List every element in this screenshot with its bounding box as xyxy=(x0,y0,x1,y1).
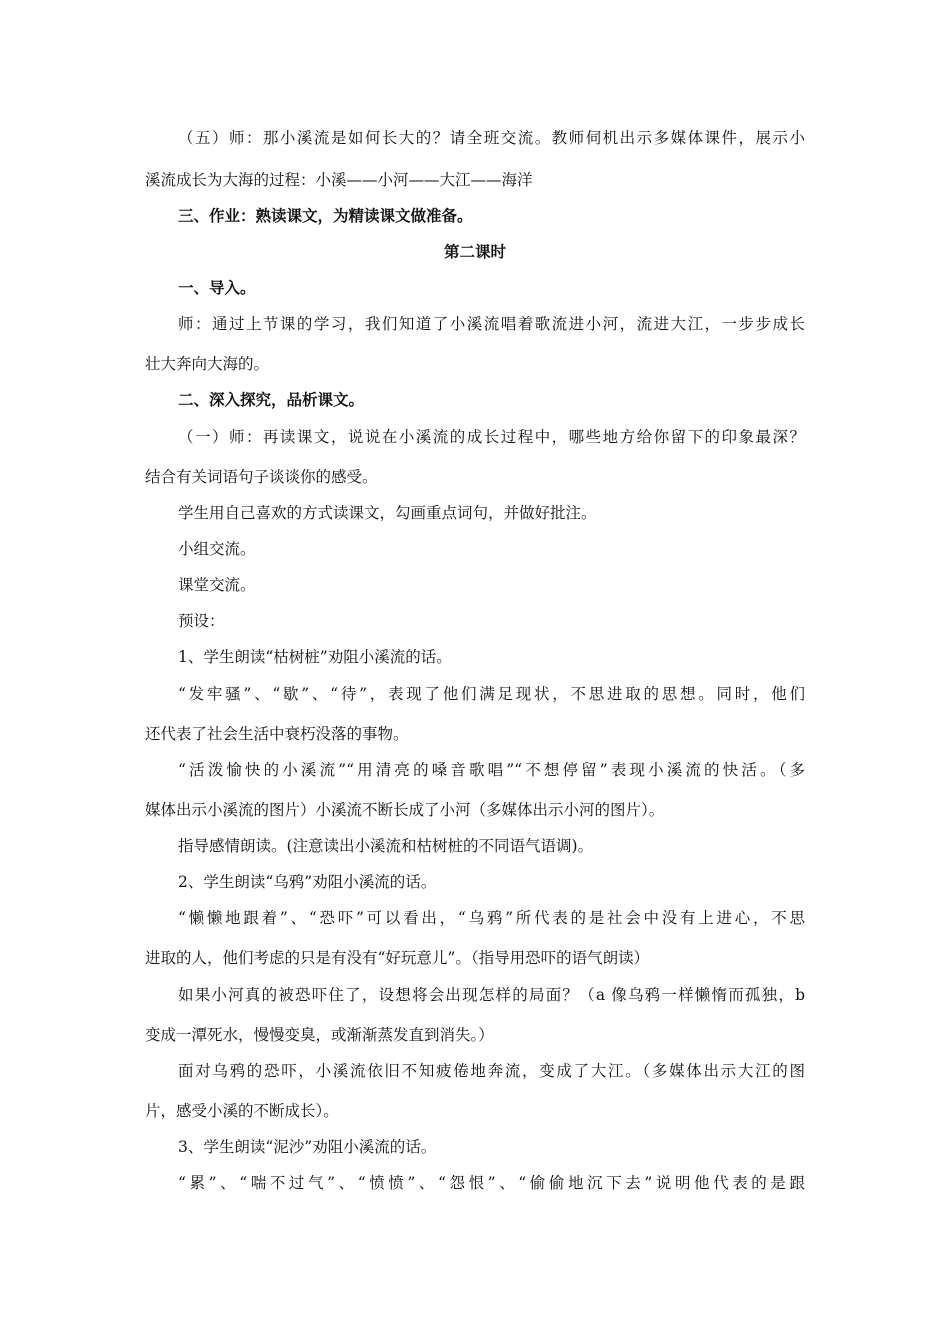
paragraph-line: 进取的人，他们考虑的只是有没有“好玩意儿”。（指导用恐吓的语气朗读） xyxy=(145,949,650,967)
paragraph-line: 媒体出示小溪流的图片）小溪流不断长成了小河（多媒体出示小河的图片）。 xyxy=(145,801,665,819)
paragraph-line: 3、学生朗读“泥沙”劝阻小溪流的话。 xyxy=(178,1138,437,1156)
paragraph-line: （一）师：再读课文，说说在小溪流的成长过程中，哪些地方给你留下的印象最深？ xyxy=(178,428,805,446)
paragraph-line: 如果小河真的被恐吓住了，设想将会出现怎样的局面？（a 像乌鸦一样懒惰而孤独，b xyxy=(178,986,805,1004)
paragraph-line: 结合有关词语句子谈谈你的感受。 xyxy=(145,468,378,486)
paragraph-line: 预设： xyxy=(178,612,225,630)
paragraph-line: 溪流成长为大海的过程：小溪——小河——大江——海洋 xyxy=(145,171,533,189)
section-heading: 一、导入。 xyxy=(178,278,256,297)
section-heading: 二、深入探究，品析课文。 xyxy=(178,390,365,409)
paragraph-line: 面对乌鸦的恐吓，小溪流依旧不知疲倦地奔流，变成了大江。（多媒体出示大江的图 xyxy=(178,1062,805,1080)
paragraph-line: “懒懒地跟着”、“恐吓”可以看出，“乌鸦”所代表的是社会中没有上进心，不思 xyxy=(178,909,805,927)
paragraph-line: 1、学生朗读“枯树桩”劝阻小溪流的话。 xyxy=(178,648,452,666)
lesson-title: 第二课时 xyxy=(443,242,506,261)
paragraph-line: 学生用自己喜欢的方式读课文，勾画重点词句，并做好批注。 xyxy=(178,504,597,522)
paragraph-line: 指导感情朗读。(注意读出小溪流和枯树桩的不同语气语调)。 xyxy=(178,837,594,855)
paragraph-line: 片，感受小溪的不断成长）。 xyxy=(145,1102,339,1120)
paragraph-line: “发牢骚”、“歇”、“待”，表现了他们满足现状，不思进取的思想。同时，他们 xyxy=(178,685,805,703)
paragraph-line: （五）师：那小溪流是如何长大的？请全班交流。教师伺机出示多媒体课件，展示小 xyxy=(178,129,805,147)
paragraph-line: 课堂交流。 xyxy=(178,576,256,594)
paragraph-line: 师：通过上节课的学习，我们知道了小溪流唱着歌流进小河，流进大江，一步步成长 xyxy=(178,315,805,333)
paragraph-line: 还代表了社会生活中衰朽没落的事物。 xyxy=(145,725,409,743)
paragraph-line: 2、学生朗读“乌鸦”劝阻小溪流的话。 xyxy=(178,873,437,891)
paragraph-line: “活泼愉快的小溪流”“用清亮的嗓音歌唱”“不想停留”表现小溪流的快活。（多 xyxy=(178,761,805,779)
section-heading: 三、作业：熟读课文，为精读课文做准备。 xyxy=(178,206,473,225)
paragraph-line: “累”、“喘不过气”、“愤愤”、“怨恨”、“偷偷地沉下去”说明他代表的是跟 xyxy=(178,1174,805,1192)
paragraph-line: 壮大奔向大海的。 xyxy=(145,355,270,373)
paragraph-line: 小组交流。 xyxy=(178,540,256,558)
paragraph-line: 变成一潭死水，慢慢变臭，或渐渐蒸发直到消失。） xyxy=(145,1026,494,1044)
